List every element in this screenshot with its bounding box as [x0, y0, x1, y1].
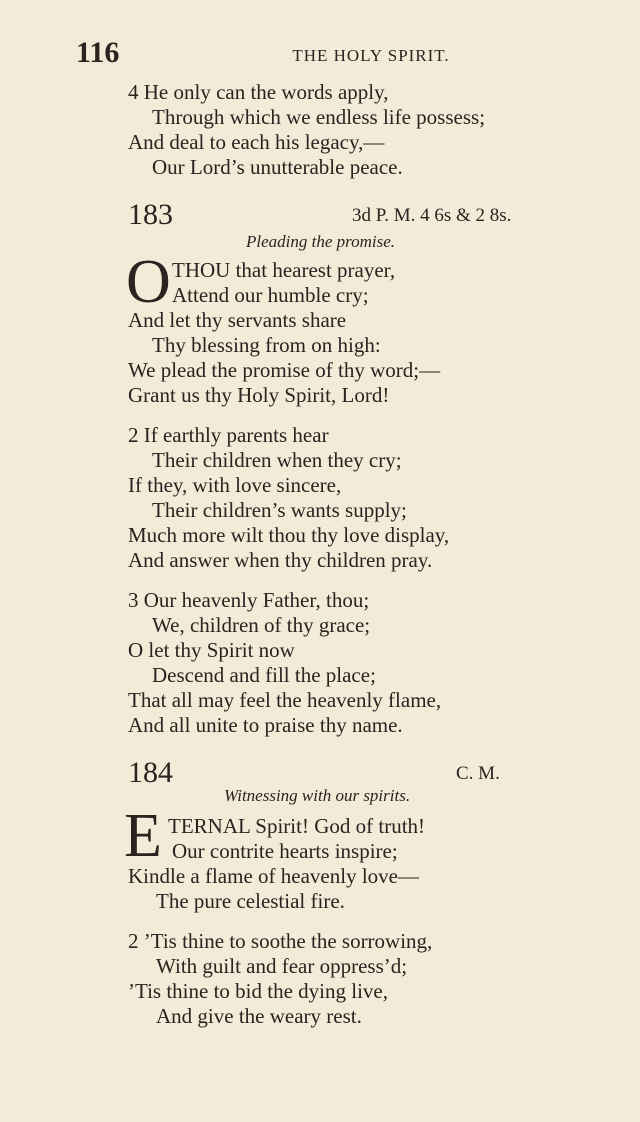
verse-line: O let thy Spirit now [128, 638, 295, 662]
hymn-meter: C. M. [456, 763, 500, 784]
drop-cap: E [124, 802, 162, 870]
hymn-meter: 3d P. M. 4 6s & 2 8s. [352, 205, 512, 226]
verse-line: ’Tis thine to bid the dying live, [128, 979, 388, 1003]
verse-line: And give the weary rest. [156, 1004, 362, 1028]
page-number: 116 [76, 36, 120, 69]
hymn-number: 183 [128, 198, 173, 231]
hymn-subtitle: Witnessing with our spirits. [224, 786, 411, 805]
verse-line: Descend and fill the place; [152, 663, 376, 687]
verse-line: That all may feel the heavenly flame, [128, 688, 442, 712]
verse-line: Our contrite hearts inspire; [172, 839, 398, 863]
verse-line: Our Lord’s unutterable peace. [152, 155, 403, 179]
verse-line: Their children when they cry; [152, 448, 402, 472]
verse-line: The pure celestial fire. [156, 889, 345, 913]
verse-line: Grant us thy Holy Spirit, Lord! [128, 383, 390, 407]
verse-line: Thy blessing from on high: [152, 333, 381, 357]
verse-line: 4 He only can the words apply, [128, 80, 389, 104]
verse-line: And all unite to praise thy name. [128, 713, 403, 737]
verse-line: Their children’s wants supply; [152, 498, 407, 522]
verse-line: And deal to each his legacy,— [128, 130, 385, 154]
verse-line: 2 If earthly parents hear [128, 423, 329, 447]
page-header [76, 38, 576, 68]
verse-line: We plead the promise of thy word;— [128, 358, 441, 382]
verse-line: 2 ’Tis thine to soothe the sorrowing, [128, 929, 433, 953]
verse-line: If they, with love sincere, [128, 473, 342, 497]
verse-line: THOU that hearest prayer, [172, 258, 396, 282]
verse-line: And let thy servants share [128, 308, 347, 332]
verse-line: 3 Our heavenly Father, thou; [128, 588, 370, 612]
verse-line: With guilt and fear oppress’d; [156, 954, 408, 978]
verse-line: And answer when thy children pray. [128, 548, 433, 572]
verse-line: Much more wilt thou thy love display, [128, 523, 450, 547]
running-title: THE HOLY SPIRIT. [292, 46, 450, 65]
verse-line: TERNAL Spirit! God of truth! [168, 814, 426, 838]
verse-line: Through which we endless life possess; [152, 105, 486, 129]
verse-line: Kindle a flame of heavenly love— [128, 864, 419, 888]
hymn-number: 184 [128, 756, 173, 789]
hymn-subtitle: Pleading the promise. [246, 232, 396, 251]
drop-cap: O [126, 248, 171, 316]
verse-line: We, children of thy grace; [152, 613, 371, 637]
verse-line: Attend our humble cry; [172, 283, 369, 307]
